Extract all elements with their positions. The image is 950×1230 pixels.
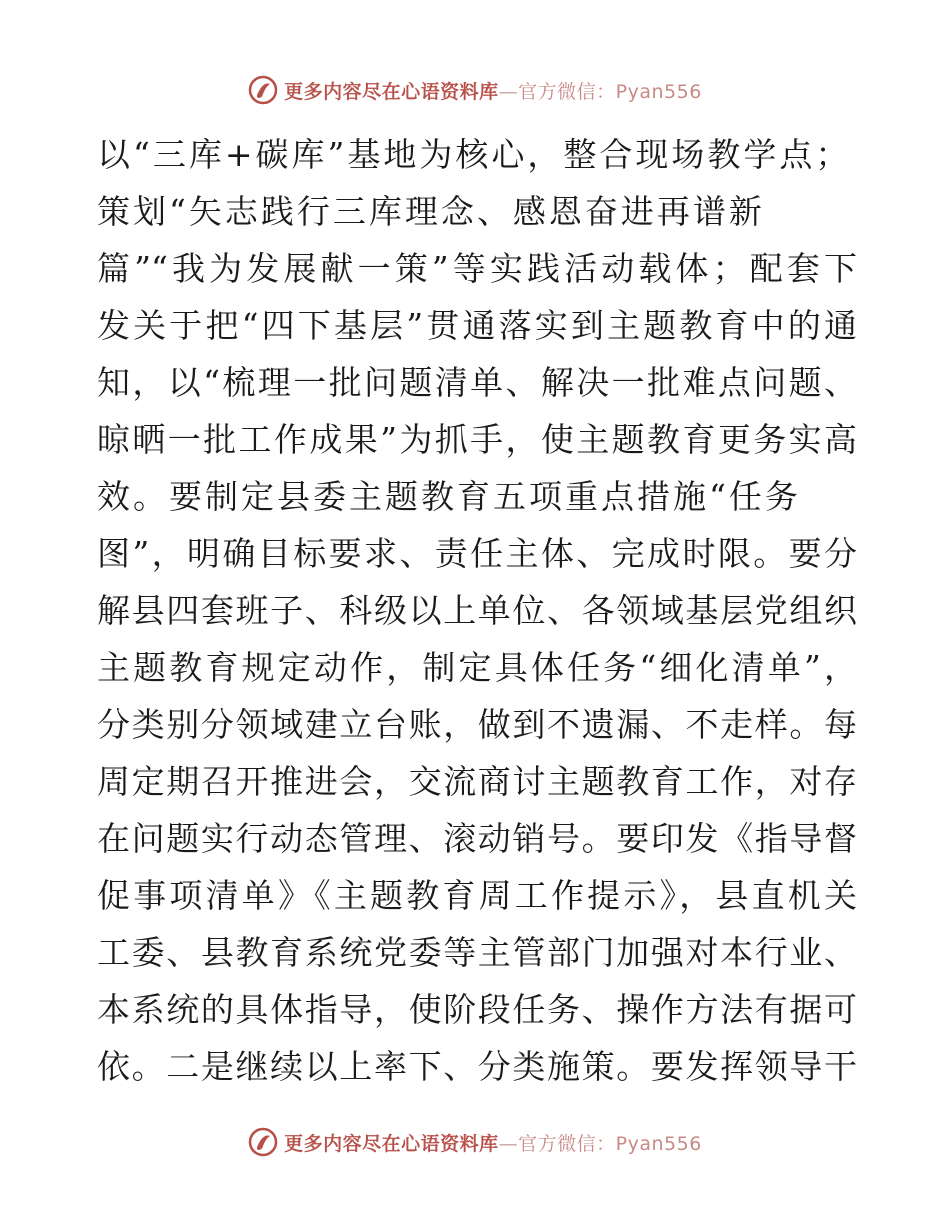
header-banner	[0, 72, 950, 108]
body-line: 在问题实行动态管理、滚动销号。要印发《指导督	[97, 819, 857, 858]
body-line: 图”，明确目标要求、责任主体、完成时限。要分	[97, 534, 857, 573]
footer-banner-dash: —	[498, 1132, 519, 1155]
body-line: 以“三库+碳库”基地为核心，整合现场教学点；	[97, 135, 852, 174]
document-body	[97, 126, 857, 1095]
logo-icon	[248, 1127, 278, 1157]
body-line: 知，以“梳理一批问题清单、解决一批难点问题、	[97, 363, 857, 402]
body-line: 工委、县教育系统党委等主管部门加强对本行业、	[97, 933, 857, 972]
header-banner-wechat: 官方微信：Pyan556	[518, 80, 702, 103]
body-line: 本系统的具体指导，使阶段任务、操作方法有据可	[97, 990, 857, 1029]
body-line: 篇”“我为发展献一策”等实践活动载体；配套下	[97, 249, 857, 288]
body-line: 策划“矢志践行三库理念、感恩奋进再谱新	[97, 192, 765, 231]
footer-banner-wechat: 官方微信：Pyan556	[518, 1132, 702, 1155]
body-line: 晾晒一批工作成果”为抓手，使主题教育更务实高	[97, 420, 857, 459]
body-line: 效。要制定县委主题教育五项重点措施“任务	[97, 477, 801, 516]
body-line: 发关于把“四下基层”贯通落实到主题教育中的通	[97, 306, 857, 345]
body-line: 周定期召开推进会，交流商讨主题教育工作，对存	[97, 762, 857, 801]
header-banner-title: 更多内容尽在心语资料库	[284, 80, 499, 103]
logo-icon	[248, 75, 278, 105]
body-line: 解县四套班子、科级以上单位、各领域基层党组织	[97, 591, 857, 630]
footer-banner-title: 更多内容尽在心语资料库	[284, 1132, 499, 1155]
body-line: 分类别分领域建立台账，做到不遗漏、不走样。每	[97, 705, 857, 744]
body-line: 促事项清单》《主题教育周工作提示》，县直机关	[97, 876, 857, 915]
body-line: 主题教育规定动作，制定具体任务“细化清单”，	[97, 648, 857, 687]
footer-banner-text	[284, 1129, 702, 1156]
footer-banner	[0, 1124, 950, 1160]
body-line: 依。二是继续以上率下、分类施策。要发挥领导干	[97, 1047, 857, 1086]
header-banner-dash: —	[498, 80, 519, 103]
header-banner-text	[284, 77, 702, 104]
